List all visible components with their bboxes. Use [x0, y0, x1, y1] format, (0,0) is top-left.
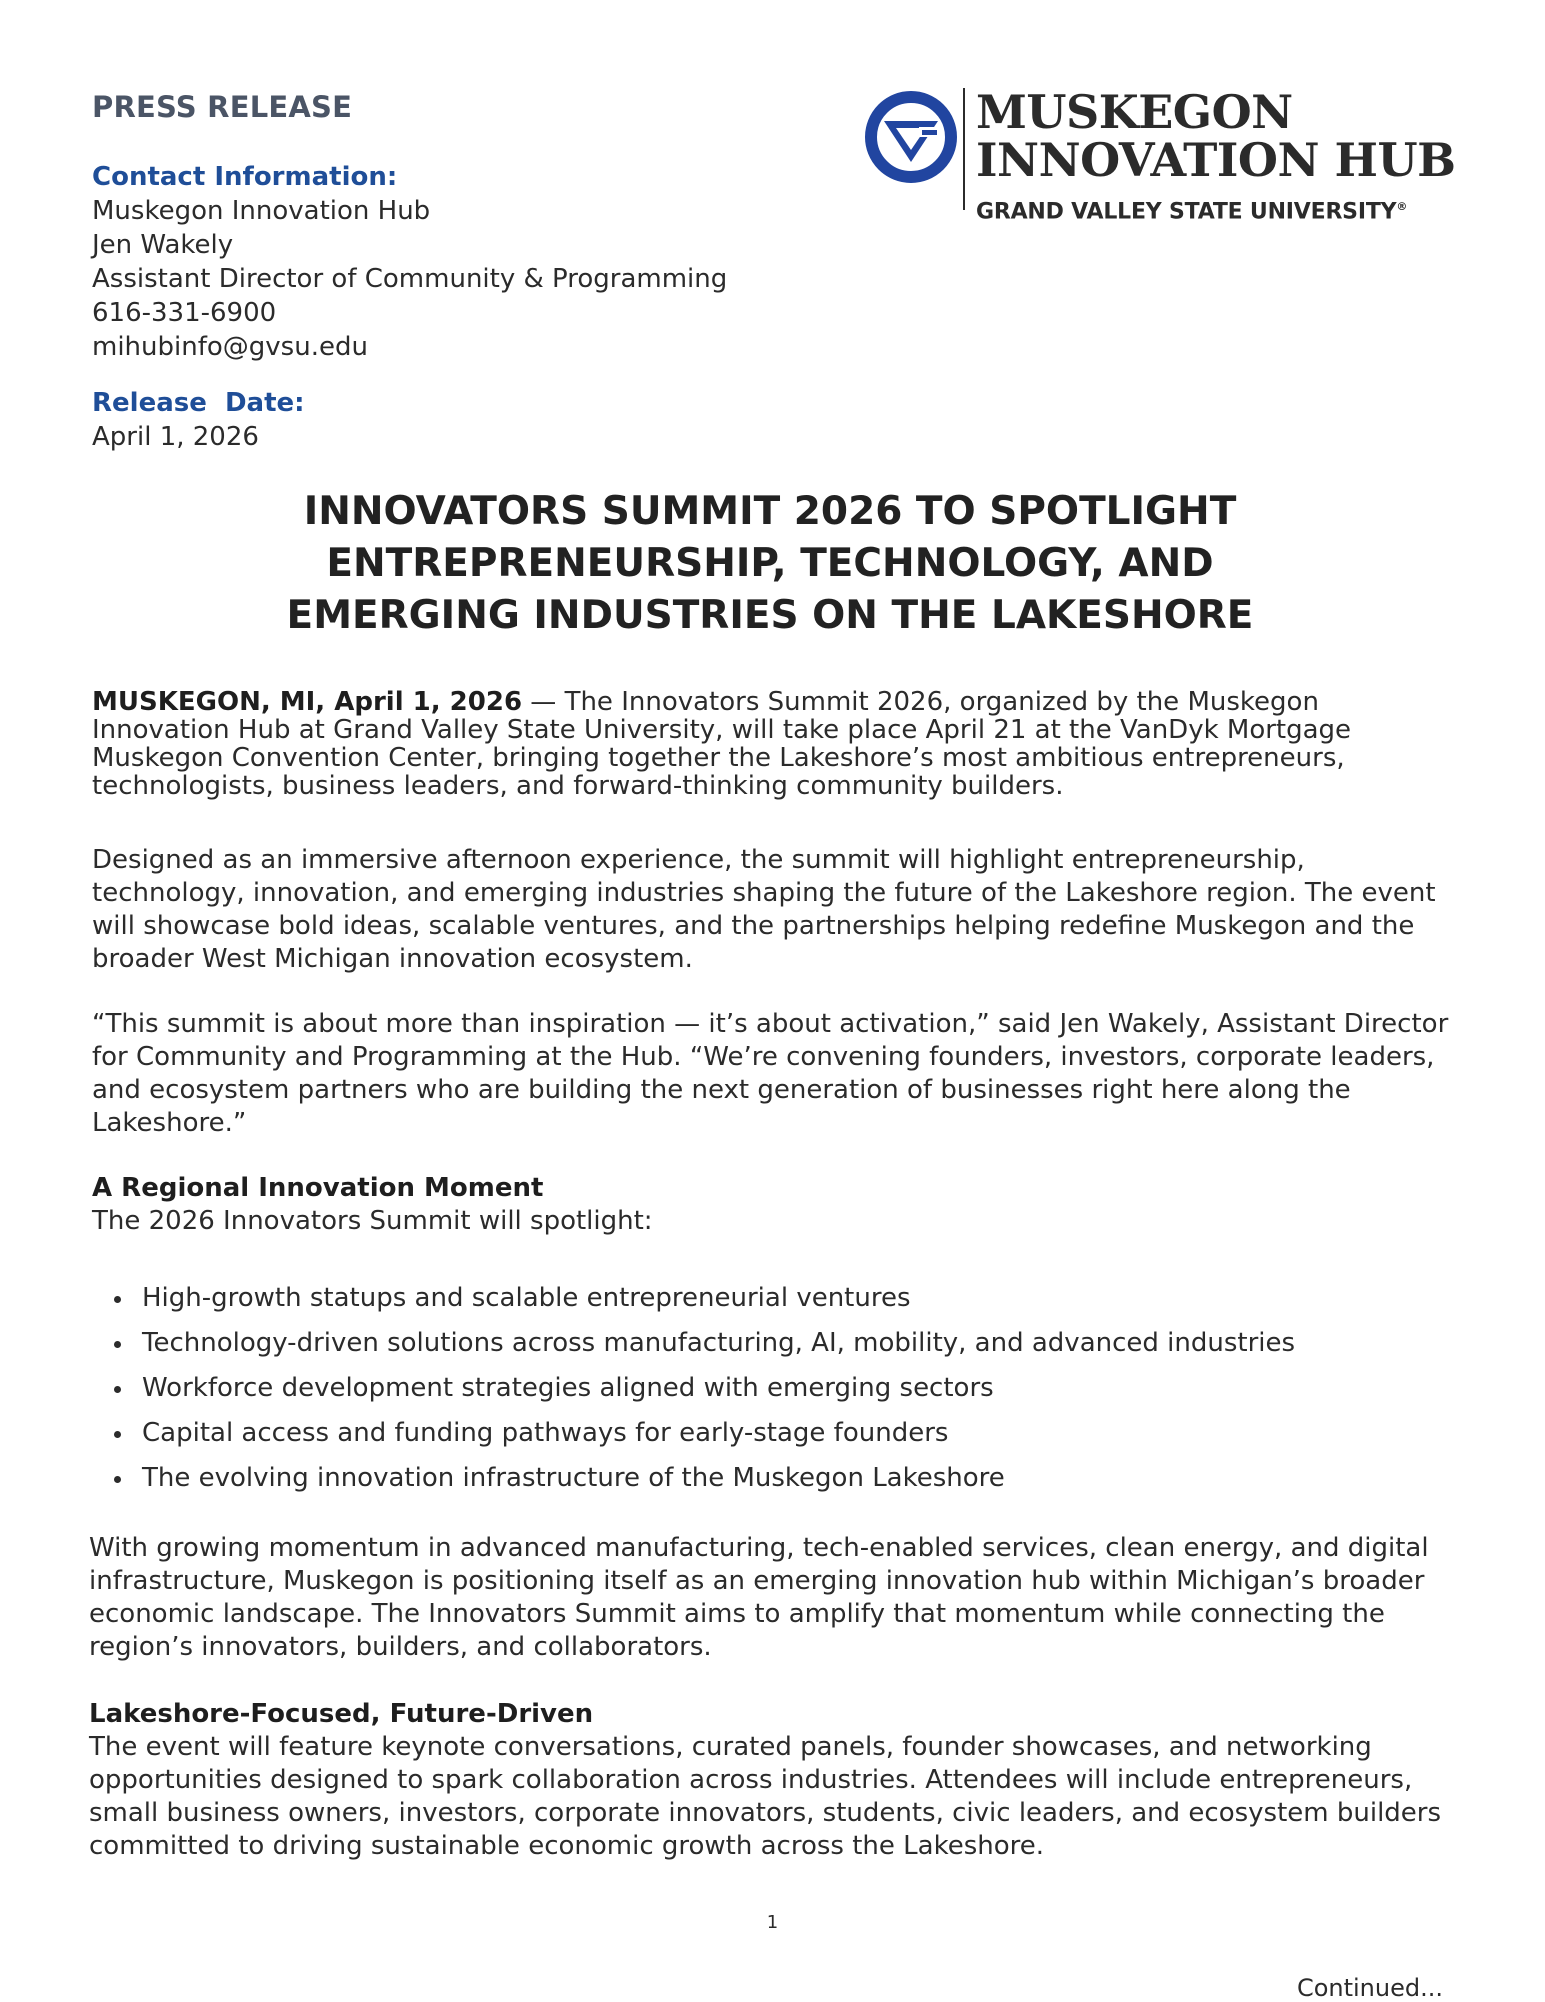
section-intro: The 2026 Innovators Summit will spotlight: — [92, 1206, 653, 1236]
logo-line-muskegon: MUSKEGON — [976, 85, 1293, 139]
bullet-icon — [114, 1476, 121, 1483]
list-item: Workforce development strategies aligned with emerging sectors — [92, 1366, 1452, 1411]
bullet-icon — [114, 1386, 121, 1393]
headline-line-2: ENTREPRENEURSHIP, TECHNOLOGY, AND — [326, 541, 1214, 586]
paragraph-event: The event will feature keynote conversations, curated panels, founder showcases, and networking opportunities designed to spark collaboration across industries. Attendees will include entrepreneurs, small business owners, investors, corporate innovators, students, civic leaders, and ecosystem builders committed to driving sustainable economic growth across the Lakeshore. — [89, 1732, 1442, 1861]
paragraph-quote: “This summit is about more than inspiration — it’s about activation,” said Jen Wakely, Assistant Director for Community and Programming at the Hub. “We’re convening founders, investors, corporate leaders, and ecosystem partners who are building the next generation of businesses right here along the Lakeshore.” — [92, 1009, 1449, 1138]
logo-wordmark — [976, 85, 1456, 225]
release-date-label: Release Date: — [92, 388, 305, 418]
list-item: Capital access and funding pathways for early-stage founders — [92, 1411, 1452, 1456]
bullet-icon — [114, 1296, 121, 1303]
section-title-lakeshore: Lakeshore-Focused, Future-Driven — [89, 1699, 594, 1729]
continued-label: Continued... — [1296, 1974, 1443, 2002]
registered-mark: ® — [1396, 200, 1408, 213]
section-lakeshore-focused — [89, 1698, 1449, 1863]
release-date-block — [92, 386, 305, 454]
paragraph-momentum: With growing momentum in advanced manufacturing, tech-enabled services, clean energy, and digital infrastructure, Muskegon is positioning itself as an emerging innovation hub within Michigan’s broader economic landscape. The Innovators Summit aims to amplify that momentum while connecting the region’s innovators, builders, and collaborators. — [89, 1533, 1429, 1662]
bullet-icon — [114, 1431, 121, 1438]
spotlight-list — [92, 1276, 1452, 1501]
contact-label: Contact Information: — [92, 162, 398, 192]
dateline: MUSKEGON, MI, April 1, 2026 — [92, 687, 523, 717]
bullet-icon — [114, 1341, 121, 1348]
paragraph-intro — [92, 688, 1452, 800]
gvsu-logo-icon — [864, 90, 958, 184]
release-date-value: April 1, 2026 — [92, 422, 259, 452]
contact-phone: 616-331-6900 — [92, 298, 277, 328]
press-release-label: PRESS RELEASE — [92, 90, 353, 124]
contact-organization: Muskegon Innovation Hub — [92, 196, 431, 226]
paragraph-intro-text: — The Innovators Summit 2026, organized by the Muskegon Innovation Hub at Grand Valley State University, will take place April 21 at the VanDyk Mortgage Muskegon Convention Center, bringing together the Lakeshore’s most ambitious entrepreneurs, technologists, business leaders, and forward-thinking community builders. — [92, 687, 1352, 801]
headline — [120, 486, 1420, 642]
section-regional-innovation — [92, 1172, 1452, 1238]
contact-email: mihubinfo@gvsu.edu — [92, 332, 368, 362]
list-item: The evolving innovation infrastructure of the Muskegon Lakeshore — [92, 1456, 1452, 1501]
headline-line-3: EMERGING INDUSTRIES ON THE LAKESHORE — [286, 593, 1254, 638]
logo-line-gvsu: GRAND VALLEY STATE UNIVERSITY® — [976, 199, 1408, 225]
headline-line-1: INNOVATORS SUMMIT 2026 TO SPOTLIGHT — [303, 489, 1237, 534]
list-item: Technology-driven solutions across manufacturing, AI, mobility, and advanced industries — [92, 1321, 1452, 1366]
paragraph-design: Designed as an immersive afternoon experience, the summit will highlight entrepreneurship, technology, innovation, and emerging industries shaping the future of the Lakeshore region. The event will showcase bold ideas, scalable ventures, and the partnerships helping redefine Muskegon and the broader West Michigan innovation ecosystem. — [92, 845, 1436, 974]
contact-information — [92, 160, 812, 364]
list-item: High-growth statups and scalable entrepreneurial ventures — [92, 1276, 1452, 1321]
logo-line-innovation-hub: INNOVATION HUB — [976, 133, 1456, 187]
muskegon-innovation-hub-logo — [864, 85, 1464, 225]
contact-name: Jen Wakely — [92, 230, 234, 260]
contact-title: Assistant Director of Community & Programming — [92, 264, 728, 294]
section-title-regional: A Regional Innovation Moment — [92, 1173, 544, 1203]
logo-divider — [963, 88, 965, 210]
page-number: 1 — [766, 1912, 779, 1933]
